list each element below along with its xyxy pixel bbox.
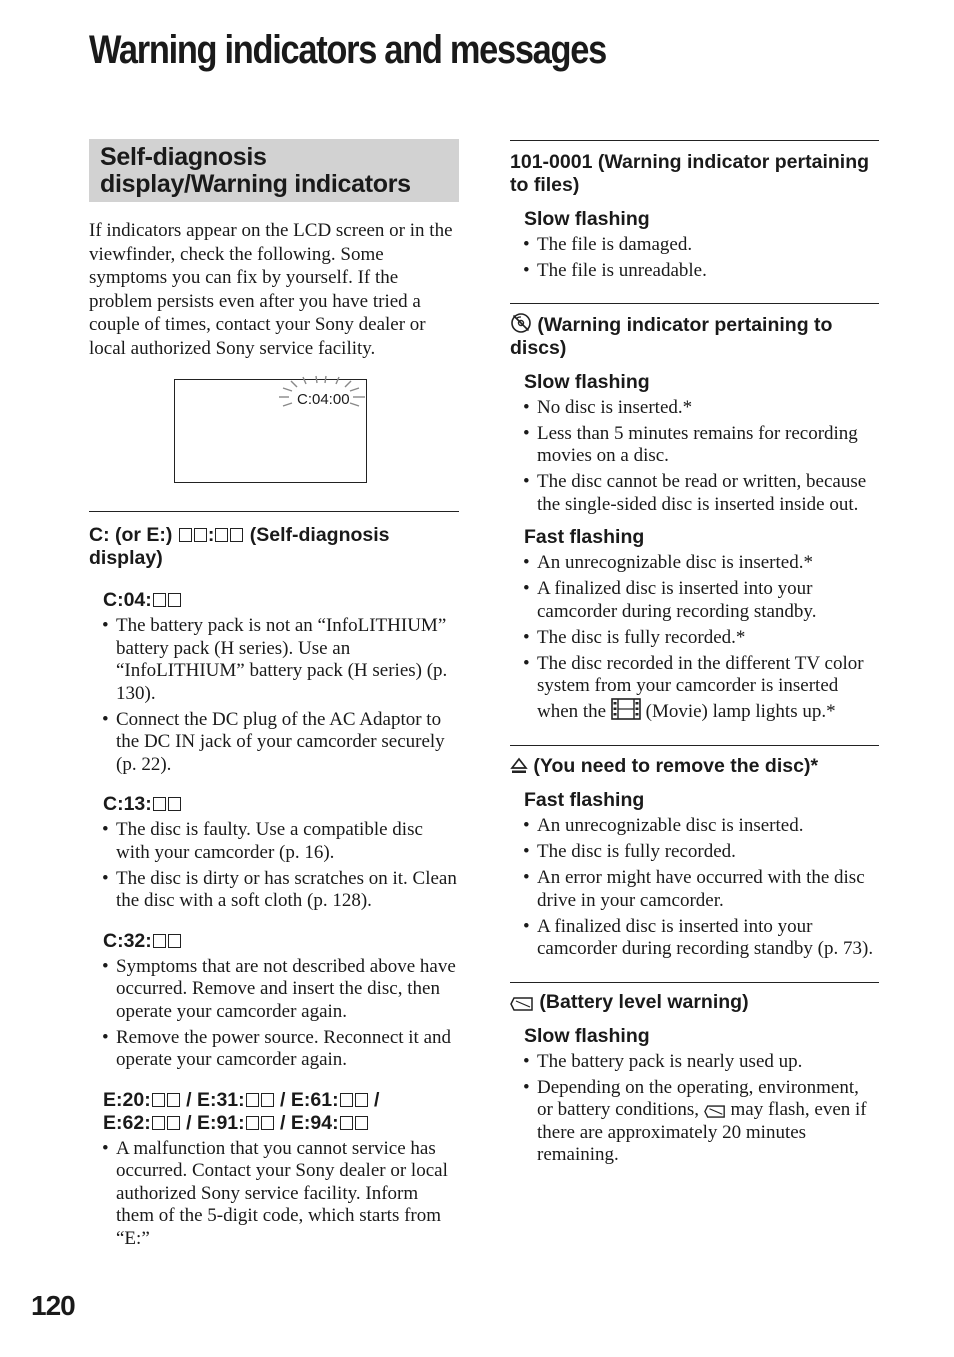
discs-slow-list [510,397,879,517]
lcd-screen-illustration [174,379,367,483]
code-c13-list [89,819,459,913]
code-c13-heading: C:13: [89,793,459,816]
list-item: • The disc recorded in the different TV color system from your camcorder is inserted when the (Movie) lamp lights up.* [537,653,879,724]
battery-empty-icon [704,1105,726,1118]
list-item: • The disc cannot be read or written, because the single-sided disc is inserted inside out. [537,471,879,516]
list-item: • The disc is dirty or has scratches on it. Clean the disc with a soft cloth (p. 128). [116,868,459,913]
list-item: • The disc is fully recorded. [537,841,879,864]
list-item: • Less than 5 minutes remains for recording movies on a disc. [537,423,879,468]
list-item: • The battery pack is nearly used up. [537,1051,879,1074]
battery-slow-list [510,1051,879,1167]
files-slow-flashing-label: Slow flashing [524,208,650,230]
self-diagnosis-suffix: (Self-diagnosis display) [89,524,390,569]
files-warning-heading: 101-0001 (Warning indicator pertaining to files) [510,151,870,196]
battery-warning-section [510,982,879,1167]
discs-slow-flashing-label: Slow flashing [524,370,650,393]
eject-fast-list [510,815,879,961]
list-item: • A malfunction that you cannot service has occurred. Contact your Sony dealer or local authorized Sony service facility. Inform them of the 5-digit code, which starts from “E:” [116,1138,459,1251]
disc-warning-icon [510,312,532,334]
list-item: • An error might have occurred with the disc drive in your camcorder. [537,867,879,912]
code-e-list [89,1138,459,1251]
self-diagnosis-heading: C: (or E:) : (Self-diagnosis display) [89,524,390,569]
movie-lamp-icon [611,698,641,720]
files-warning-section [510,140,879,283]
intro-paragraph: If indicators appear on the LCD screen or in the viewfinder, check the following. Some symptoms you can fix by yourself. If the problem persists even after you have tried a couple of times, contact your Sony dealer or local authorized Sony service facility. [89,220,453,359]
battery-warning-heading: (Battery level warning) [510,983,879,1014]
list-item: • Remove the power source. Reconnect it and operate your camcorder again. [116,1027,459,1072]
list-item: • The file is damaged. [537,234,879,257]
page-title: Warning indicators and messages [89,28,606,72]
list-item: • The disc is faulty. Use a compatible disc with your camcorder (p. 16). [116,819,459,864]
list-item: • A finalized disc is inserted into your camcorder during recording standby. [537,578,879,623]
left-column [89,139,459,1254]
list-item: • The battery pack is not an “InfoLITHIUM” battery pack (H series). Use an “InfoLITHIUM” battery pack (H series) (p. 130). [116,615,459,705]
list-item: • Depending on the operating, environment, or battery conditions, may flash, even if there are approximately 20 minutes remaining. [537,1077,879,1167]
list-item: • A finalized disc is inserted into your camcorder during recording standby (p. 73). [537,916,879,961]
code-e-heading: E:20: / E:31: / E:61: / E:62: / E:91: / E:94: [103,1088,380,1134]
eject-fast-flashing-label: Fast flashing [524,789,645,811]
lcd-error-code: C:04:00 [297,391,350,408]
code-c32-heading: C:32: [89,930,459,953]
code-c04-list [89,615,459,776]
discs-fast-list [510,552,879,723]
list-item: • Symptoms that are not described above have occurred. Remove and insert the disc, then operate your camcorder again. [116,956,459,1024]
discs-warning-heading: (Warning indicator pertaining to discs) [510,313,833,359]
code-c04-heading: C:04: [89,589,459,612]
section-heading-self-diagnosis: Self-diagnosis display/Warning indicators [89,139,459,202]
battery-slow-flashing-label: Slow flashing [524,1024,650,1047]
list-item: • The file is unreadable. [537,260,879,283]
page-number: 120 [31,1290,75,1321]
self-diagnosis-prefix: C: (or E:) [89,524,173,546]
right-column [510,139,879,1170]
discs-fast-flashing-label: Fast flashing [524,526,645,548]
eject-icon [510,757,528,775]
eject-heading: (You need to remove the disc)* [510,746,879,778]
code-c32-list [89,956,459,1072]
list-item: • Connect the DC plug of the AC Adaptor to the DC IN jack of your camcorder securely (p. 22). [116,709,459,777]
battery-empty-icon [510,997,534,1011]
discs-warning-section [510,303,879,724]
list-item: • An unrecognizable disc is inserted. [537,815,879,838]
list-item: • The disc is fully recorded.* [537,627,879,650]
files-slow-list [510,234,879,283]
list-item: • An unrecognizable disc is inserted.* [537,552,879,575]
self-diagnosis-section [89,511,459,1250]
list-item: • No disc is inserted.* [537,397,879,420]
eject-section [510,745,879,961]
